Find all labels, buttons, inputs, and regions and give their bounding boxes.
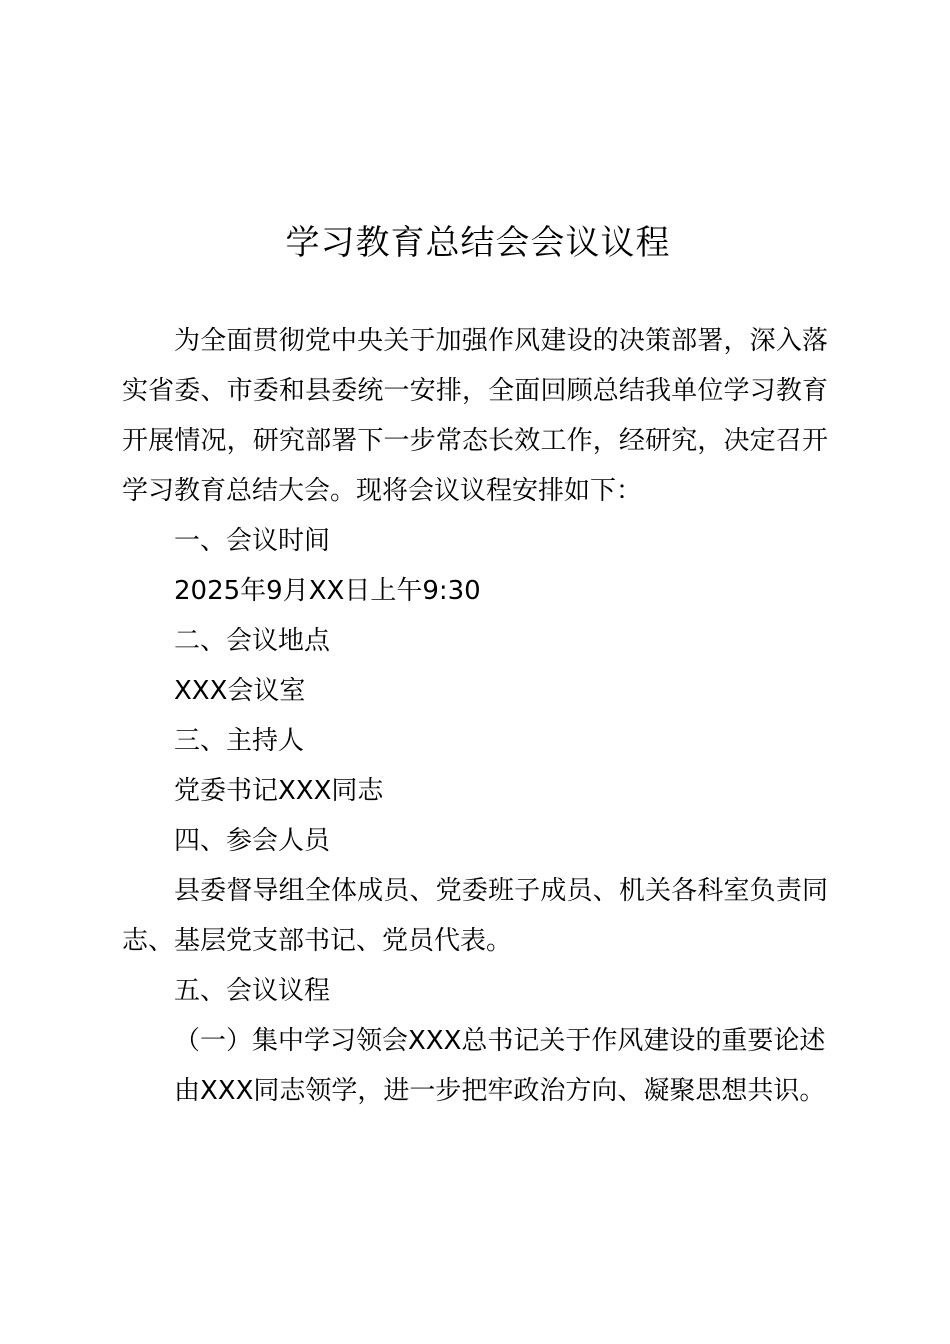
meeting-host-value: 党委书记XXX同志 [174, 776, 384, 806]
intro-paragraph: 为全面贯彻党中央关于加强作风建设的决策部署，深入落实省委、市委和县委统一安排，全面回顾总结我单位学习教育开展情况，研究部署下一步常态长效工作，经研究，决定召开学习教育总结大会。现将会议议程安排如下： [122, 326, 828, 506]
meeting-time-heading: 一、会议时间 [174, 526, 331, 556]
document-title: 学习教育总结会会议议程 [285, 223, 671, 263]
document-body [122, 316, 828, 1116]
agenda-heading: 五、会议议程 [174, 976, 331, 1006]
meeting-time-value: 2025年9月XX日上午9:30 [174, 576, 481, 606]
attendees-value: 县委督导组全体成员、党委班子成员、机关各科室负责同志、基层党支部书记、党员代表。 [122, 876, 828, 956]
attendees-heading: 四、参会人员 [174, 826, 331, 856]
meeting-place-heading: 二、会议地点 [174, 626, 331, 656]
meeting-host-heading: 三、主持人 [174, 726, 305, 756]
meeting-place-value: XXX会议室 [174, 676, 306, 706]
agenda-item-1: （一）集中学习领会XXX总书记关于作风建设的重要论述 [174, 1026, 826, 1056]
agenda-item-1-detail: 由XXX同志领学，进一步把牢政治方向、凝聚思想共识。 [174, 1076, 826, 1106]
